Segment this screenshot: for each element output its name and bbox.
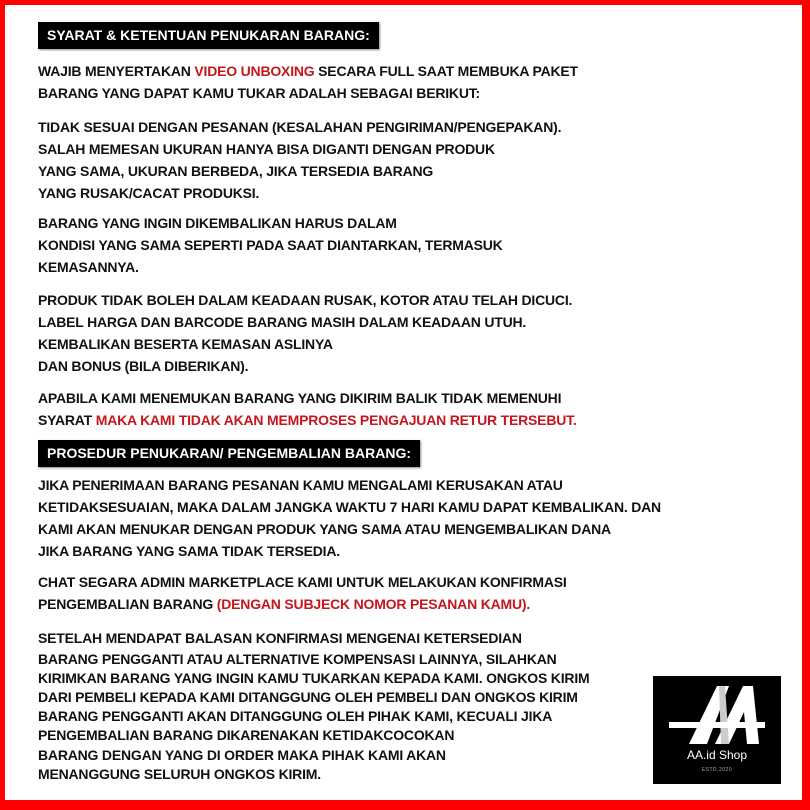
text-segment: PENGEMBALIAN BARANG DIKARENAKAN KETIDAKCOCOKAN	[38, 727, 455, 743]
text-segment: BARANG YANG INGIN DIKEMBALIKAN HARUS DALAM	[38, 215, 397, 231]
logo-name: AA.id Shop	[686, 748, 748, 762]
text-segment: BARANG PENGGANTI AKAN DITANGGUNG OLEH PIHAK KAMI, KECUALI JIKA	[38, 708, 553, 724]
text-segment: BARANG YANG DAPAT KAMU TUKAR ADALAH SEBAGAI BERIKUT:	[38, 85, 481, 101]
text-line	[38, 596, 530, 612]
text-segment: LABEL HARGA DAN BARCODE BARANG MASIH DALAM KEADAAN UTUH.	[38, 314, 527, 330]
text-line	[38, 63, 578, 79]
aa-logo-icon	[667, 682, 767, 748]
text-line	[38, 477, 563, 493]
text-line	[38, 412, 577, 428]
text-line	[38, 292, 572, 308]
text-segment: BARANG PENGGANTI ATAU ALTERNATIVE KOMPENSASI LAINNYA, SILAHKAN	[38, 651, 557, 667]
highlight-text: (DENGAN SUBJECK NOMOR PESANAN KAMU).	[216, 596, 531, 612]
text-segment: SALAH MEMESAN UKURAN HANYA BISA DIGANTI DENGAN PRODUK	[38, 141, 495, 157]
text-line	[38, 630, 522, 646]
text-segment: TIDAK SESUAI DENGAN PESANAN (KESALAHAN PENGIRIMAN/PENGEPAKAN).	[38, 119, 562, 135]
text-line	[38, 670, 589, 686]
text-segment: BARANG DENGAN YANG DI ORDER MAKA PIHAK KAMI AKAN	[38, 747, 446, 763]
text-segment: SETELAH MENDAPAT BALASAN KONFIRMASI MENGENAI KETERSEDIAN	[38, 630, 522, 646]
text-line	[38, 85, 480, 101]
text-segment: WAJIB MENYERTAKAN	[38, 63, 195, 79]
logo-established: ESTD.2020	[701, 767, 733, 773]
text-segment: JIKA PENERIMAAN BARANG PESANAN KAMU MENGALAMI KERUSAKAN ATAU	[38, 477, 563, 493]
text-line	[38, 314, 526, 330]
section2-title: PROSEDUR PENUKARAN/ PENGEMBALIAN BARANG:	[38, 440, 420, 467]
text-line	[38, 390, 561, 406]
text-line	[38, 163, 433, 179]
text-segment: KEMASANNYA.	[38, 259, 139, 275]
text-segment: YANG SAMA, UKURAN BERBEDA, JIKA TERSEDIA BARANG	[38, 163, 434, 179]
text-line	[38, 766, 321, 782]
text-segment: JIKA BARANG YANG SAMA TIDAK TERSEDIA.	[38, 543, 340, 559]
text-line	[38, 689, 578, 705]
brand-logo	[653, 676, 781, 784]
text-line	[38, 521, 611, 537]
text-segment: KEMBALIKAN BESERTA KEMASAN ASLINYA	[38, 336, 333, 352]
text-segment: MENANGGUNG SELURUH ONGKOS KIRIM.	[38, 766, 321, 782]
text-line	[38, 574, 567, 590]
text-segment: APABILA KAMI MENEMUKAN BARANG YANG DIKIRIM BALIK TIDAK MEMENUHI	[38, 390, 562, 406]
section1-title: SYARAT & KETENTUAN PENUKARAN BARANG:	[38, 22, 379, 49]
text-line	[38, 119, 561, 135]
text-line	[38, 237, 503, 253]
text-line	[38, 259, 139, 275]
text-segment: YANG RUSAK/CACAT PRODUKSI.	[38, 185, 260, 201]
text-segment: DAN BONUS (BILA DIBERIKAN).	[38, 358, 249, 374]
highlight-text: MAKA KAMI TIDAK AKAN MEMPROSES PENGAJUAN RETUR TERSEBUT.	[95, 412, 577, 428]
text-segment: KONDISI YANG SAMA SEPERTI PADA SAAT DIANTARKAN, TERMASUK	[38, 237, 503, 253]
text-segment: SECARA FULL SAAT MEMBUKA PAKET	[314, 63, 578, 79]
text-line	[38, 747, 446, 763]
text-line	[38, 727, 454, 743]
text-segment: PENGEMBALIAN BARANG	[38, 596, 217, 612]
text-line	[38, 708, 552, 724]
text-line	[38, 543, 340, 559]
text-segment: CHAT SEGARA ADMIN MARKETPLACE KAMI UNTUK MELAKUKAN KONFIRMASI	[38, 574, 567, 590]
text-line	[38, 336, 333, 352]
text-line	[38, 141, 495, 157]
text-segment: KETIDAKSESUAIAN, MAKA DALAM JANGKA WAKTU 7 HARI KAMU DAPAT KEMBALIKAN. DAN	[38, 499, 661, 515]
text-line	[38, 358, 248, 374]
text-segment: KAMI AKAN MENUKAR DENGAN PRODUK YANG SAMA ATAU MENGEMBALIKAN DANA	[38, 521, 611, 537]
text-segment: KIRIMKAN BARANG YANG INGIN KAMU TUKARKAN KEPADA KAMI. ONGKOS KIRIM	[38, 670, 590, 686]
text-segment: PRODUK TIDAK BOLEH DALAM KEADAAN RUSAK, KOTOR ATAU TELAH DICUCI.	[38, 292, 573, 308]
text-segment: SYARAT	[38, 412, 96, 428]
highlight-text: VIDEO UNBOXING	[194, 63, 315, 79]
text-line	[38, 215, 397, 231]
text-line	[38, 499, 661, 515]
text-line	[38, 185, 259, 201]
text-segment: DARI PEMBELI KEPADA KAMI DITANGGUNG OLEH PEMBELI DAN ONGKOS KIRIM	[38, 689, 578, 705]
text-line	[38, 651, 557, 667]
